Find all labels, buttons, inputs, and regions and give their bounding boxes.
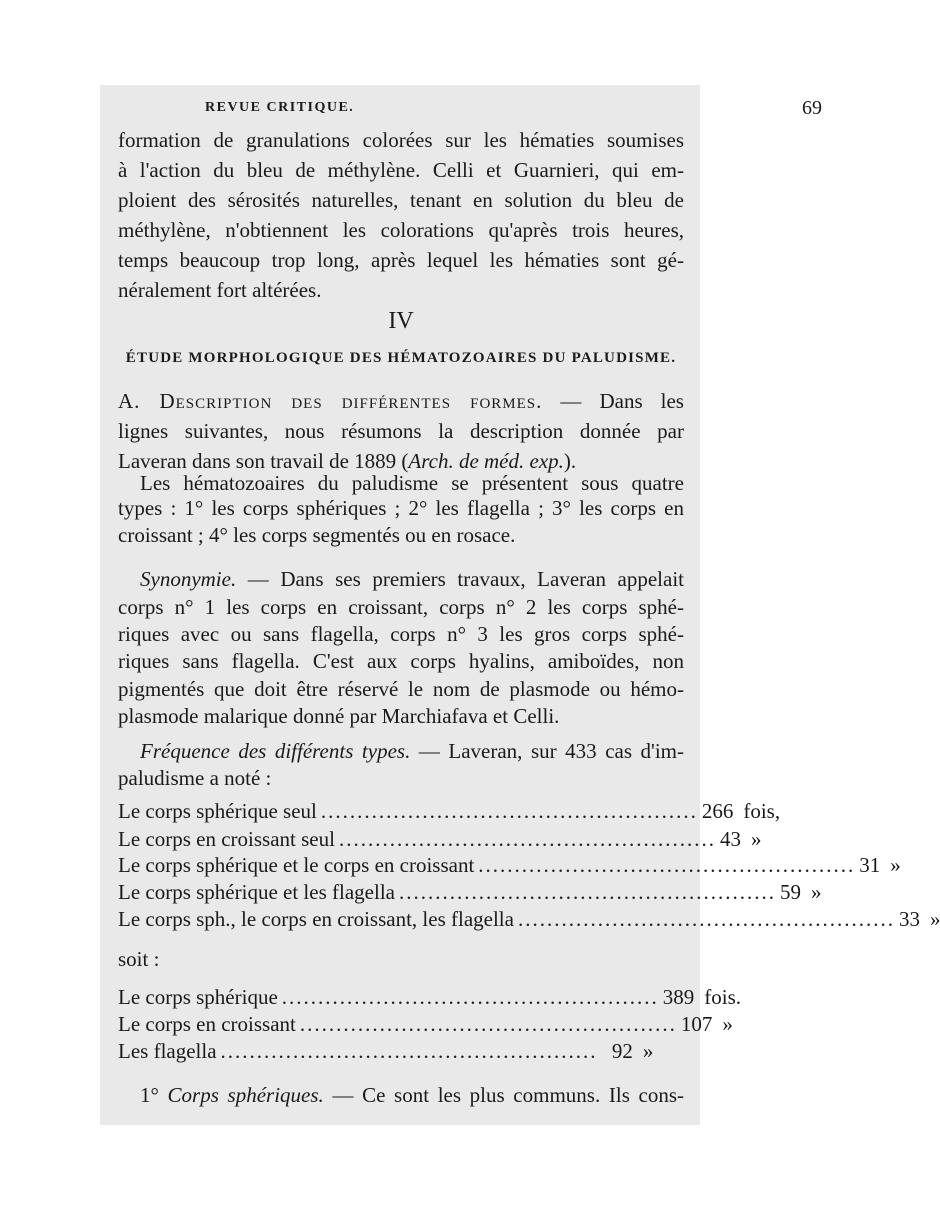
text-line: corps n° 1 les corps en croissant, corps n° 2 les corps sphé- [118,595,684,619]
leader-dots: .................................................... [478,853,856,877]
row-count: 43 [719,827,741,851]
section-title: ÉTUDE MORPHOLOGIQUE DES HÉMATOZOAIRES DU PALUDISME. [125,350,677,366]
leader-dots: .................................................... [398,880,776,904]
table-row [118,1038,684,1064]
table-row [118,852,901,878]
text-line: ploient des sérosités naturelles, tenant en solution du bleu de [118,188,684,212]
text-run: — Laveran, sur 433 cas d'im- [410,739,684,763]
leader-dots: .................................................... [299,1012,677,1036]
leader-dots: .................................................... [220,1039,598,1063]
text-run: 1° [140,1083,159,1107]
row-count: 107 [680,1012,713,1036]
text-line: croissant ; 4° les corps segmentés ou en rosace. [118,523,516,547]
row-count: 33 [898,907,920,931]
corps-spheriques-label: Corps sphériques. [167,1083,324,1107]
text-line: plasmode malarique donné par Marchiafava et Celli. [118,704,560,728]
text-line: pigmentés que doit être réservé le nom de plasmode ou hémo- [118,677,684,701]
table-row [118,1011,733,1037]
text-line: types : 1° les corps sphériques ; 2° les flagella ; 3° les corps en [118,496,684,520]
text-line [118,738,684,764]
leader-dots: .................................................... [281,985,659,1009]
row-label: Le corps sphérique seul [118,799,317,823]
row-unit: » [929,907,940,931]
text-line: lignes suivantes, nous résumons la description donnée par [118,419,684,443]
row-unit: » [750,827,762,851]
text-line: méthylène, n'obtiennent les colorations qu'après trois heures, [118,218,684,242]
row-label: Le corps sph., le corps en croissant, les flagella [118,907,514,931]
citation: Arch. de méd. exp. [408,449,564,473]
table-row [118,879,822,905]
subsection-heading: A. Description des différentes formes. [118,389,543,413]
header-title: REVUE CRITIQUE. [205,100,355,115]
page-number: 69 [802,97,822,119]
table-row [118,906,940,932]
text-line [118,566,684,592]
synonymie-label: Synonymie. [140,567,237,591]
row-label: Le corps sphérique [118,985,278,1009]
row-label: Le corps sphérique et les flagella [118,880,395,904]
row-label: Les flagella [118,1039,217,1063]
text-line: néralement fort altérées. [118,278,322,302]
row-unit: » [890,853,901,877]
text-line: riques sans flagella. C'est aux corps hyalins, amiboïdes, non [118,649,684,673]
row-count: 92 [611,1039,633,1063]
row-label: Le corps en croissant [118,1012,296,1036]
row-label: Le corps en croissant seul [118,827,335,851]
row-unit: » [722,1012,733,1036]
row-unit: » [642,1039,654,1063]
leader-dots: .................................................... [338,827,716,851]
text-line [118,1082,684,1108]
section-number: IV [388,308,414,334]
row-unit: fois, [743,799,781,823]
leader-dots: .................................................... [320,799,698,823]
text-line: riques avec ou sans flagella, corps n° 3 les gros corps sphé- [118,622,684,646]
text-line: à l'action du bleu de méthylène. Celli et Guarnieri, qui em- [118,158,684,182]
text-line: Les hématozoaires du paludisme se présentent sous quatre [140,471,684,495]
row-count: 59 [779,880,801,904]
text-line: temps beaucoup trop long, après lequel les hématies sont gé- [118,248,684,272]
row-count: 31 [859,853,881,877]
text-line [118,388,684,414]
frequence-label: Fréquence des différents types. [140,739,411,763]
text-line: soit : [118,947,160,971]
table-row [118,984,742,1010]
text-run: — Ce sont les plus communs. Ils cons- [323,1083,684,1107]
table-row [118,826,762,852]
row-count: 389 [662,985,695,1009]
row-unit: » [810,880,822,904]
text-line: paludisme a noté : [118,766,272,790]
text-run: — Dans les [542,389,684,413]
row-label: Le corps sphérique et le corps en croissant [118,853,475,877]
leader-dots: .................................................... [517,907,895,931]
row-unit: fois. [704,985,742,1009]
text-run: — Dans ses premiers travaux, Laveran appelait [236,567,684,591]
table-row [118,798,781,824]
text-run: Laveran dans son travail de 1889 ( [118,449,409,473]
text-line: formation de granulations colorées sur les hématies soumises [118,128,684,152]
row-count: 266 [701,799,734,823]
text-run: ). [563,449,577,473]
